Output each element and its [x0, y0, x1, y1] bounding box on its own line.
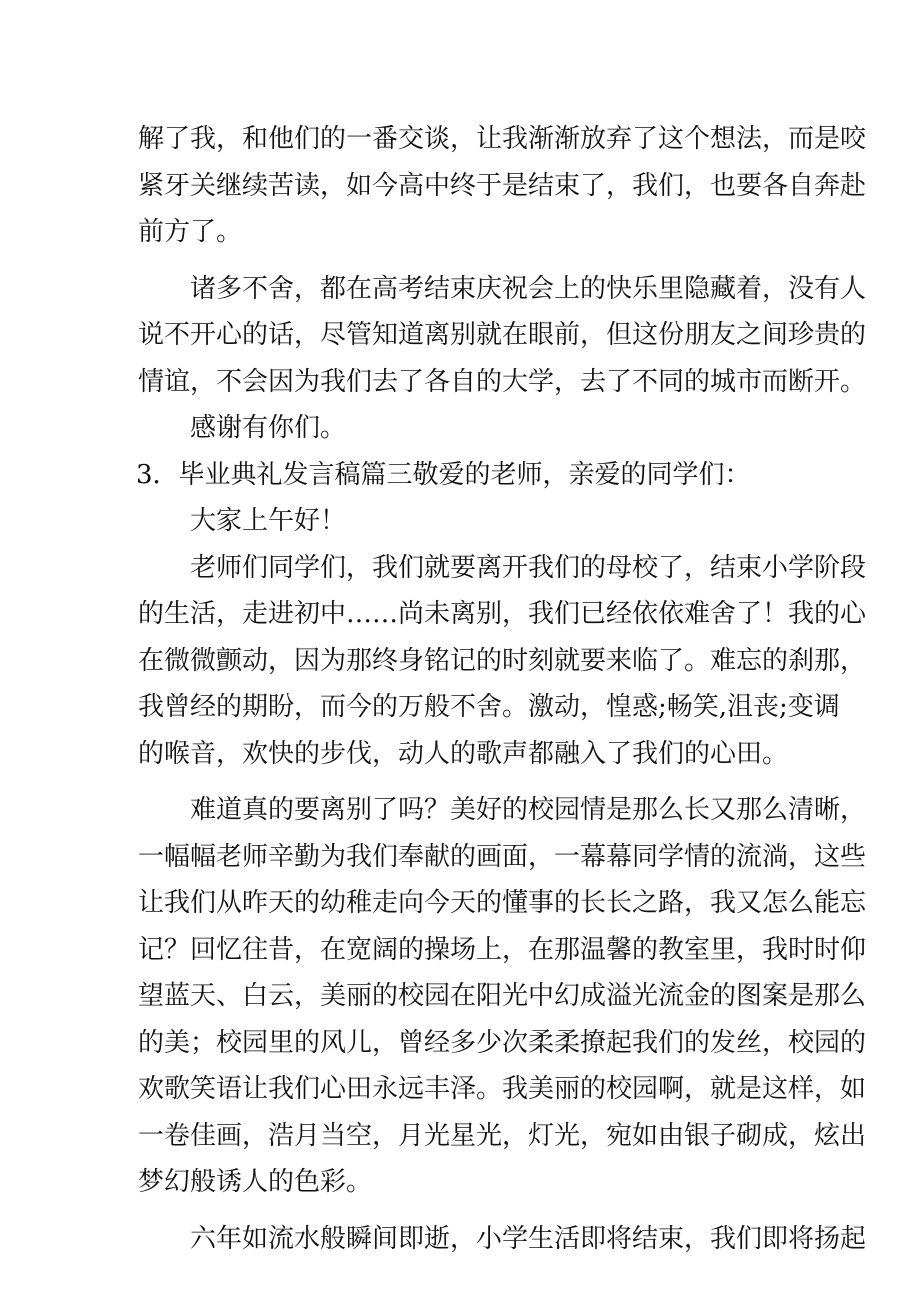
document-body	[136, 116, 867, 1262]
text-line: 难道真的要离别了吗？美好的校园情是那么长又那么清晰，	[190, 795, 867, 825]
text-line: 解了我，和他们的一番交谈，让我渐渐放弃了这个想法，而是咬	[138, 124, 867, 154]
text-line: 的喉音，欢快的步伐，动人的歌声都融入了我们的心田。	[138, 738, 789, 769]
text-line: 紧牙关继续苦读，如今高中终于是结束了，我们，也要各自奔赴	[138, 170, 867, 201]
text-line: 梦幻般诱人的色彩。	[138, 1167, 373, 1197]
text-line: 老师们同学们，我们就要离开我们的母校了，结束小学阶段	[190, 552, 867, 583]
text-line: 感谢有你们。	[190, 413, 347, 443]
text-line: 情谊，不会因为我们去了各自的大学，去了不同的城市而断开。	[138, 366, 867, 397]
text-line: 诸多不舍，都在高考结束庆祝会上的快乐里隐藏着，没有人	[190, 273, 867, 304]
text-line: 一卷佳画，浩月当空，月光星光，灯光，宛如由银子砌成，炫出	[138, 1120, 867, 1151]
section-heading: 3．毕业典礼发言稿篇三敬爱的老师，亲爱的同学们：	[136, 459, 751, 490]
text-line: 说不开心的话，尽管知道离别就在眼前，但这份朋友之间珍贵的	[138, 320, 867, 350]
text-line: 望蓝天、白云，美丽的校园在阳光中幻成溢光流金的图案是那么	[138, 981, 867, 1011]
text-line: 的生活，走进初中……尚未离别，我们已经依依难舍了！我的心	[138, 599, 867, 629]
text-line: 让我们从昨天的幼稚走向今天的懂事的长长之路，我又怎么能忘	[138, 888, 867, 918]
text-line: 前方了。	[138, 217, 243, 247]
text-line: 在微微颤动，因为那终身铭记的时刻就要来临了。难忘的刹那，	[138, 645, 867, 676]
text-line: 欢歌笑语让我们心田永远丰泽。我美丽的校园啊，就是这样，如	[138, 1074, 867, 1104]
text-line: 大家上午好！	[190, 506, 347, 536]
text-line: 记？回忆往昔，在宽阔的操场上，在那温馨的教室里，我时时仰	[138, 934, 867, 965]
text-line: 的美；校园里的风儿，曾经多少次柔柔撩起我们的发丝，校园的	[138, 1027, 867, 1058]
text-line: 我曾经的期盼，而今的万般不舍。激动，惶惑;畅笑,沮丧;变调	[138, 692, 840, 722]
text-line: 六年如流水般瞬间即逝，小学生活即将结束，我们即将扬起	[190, 1223, 867, 1254]
text-line: 一幅幅老师辛勤为我们奉献的画面，一幕幕同学情的流淌，这些	[138, 841, 867, 872]
